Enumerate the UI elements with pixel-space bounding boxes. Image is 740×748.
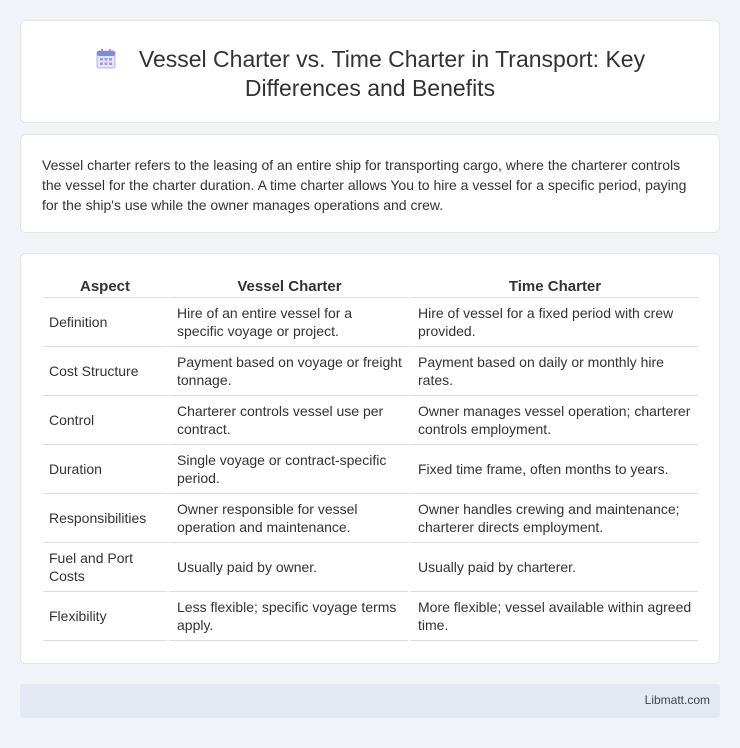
row-vessel-charter: Hire of an entire vessel for a specific voyage or project. — [167, 298, 408, 347]
header-aspect: Aspect — [43, 276, 167, 298]
row-time-charter: Fixed time frame, often months to years. — [408, 445, 698, 494]
row-aspect: Duration — [43, 445, 167, 494]
header-time-charter: Time Charter — [408, 276, 698, 298]
row-vessel-charter: Owner responsible for vessel operation and maintenance. — [167, 494, 408, 543]
comparison-table — [43, 276, 698, 641]
table-header-row — [43, 276, 698, 298]
row-aspect: Control — [43, 396, 167, 445]
row-time-charter: Owner manages vessel operation; charterer controls employment. — [408, 396, 698, 445]
row-aspect: Cost Structure — [43, 347, 167, 396]
intro-card — [20, 134, 720, 233]
row-time-charter: Payment based on daily or monthly hire rates. — [408, 347, 698, 396]
table-row — [43, 592, 698, 641]
row-time-charter: More flexible; vessel available within agreed time. — [408, 592, 698, 641]
row-time-charter: Owner handles crewing and maintenance; charterer directs employment. — [408, 494, 698, 543]
row-aspect: Flexibility — [43, 592, 167, 641]
table-row — [43, 347, 698, 396]
row-aspect: Fuel and Port Costs — [43, 543, 167, 592]
comparison-card — [20, 253, 720, 664]
row-vessel-charter: Payment based on voyage or freight tonnage. — [167, 347, 408, 396]
footer-bar — [20, 684, 720, 718]
row-vessel-charter: Usually paid by owner. — [167, 543, 408, 592]
row-vessel-charter: Single voyage or contract-specific period. — [167, 445, 408, 494]
row-aspect: Responsibilities — [43, 494, 167, 543]
row-time-charter: Hire of vessel for a fixed period with crew provided. — [408, 298, 698, 347]
table-row — [43, 298, 698, 347]
calendar-icon — [95, 48, 117, 70]
intro-paragraph: Vessel charter refers to the leasing of an entire ship for transporting cargo, where the charterer controls the vessel for the charter duration. A time charter allows You to hire a vessel for a specific period, paying for the ship's use while the owner manages operations and crew. — [42, 157, 687, 213]
table-row — [43, 445, 698, 494]
row-vessel-charter: Less flexible; specific voyage terms apply. — [167, 592, 408, 641]
header-vessel-charter: Vessel Charter — [167, 276, 408, 298]
table-row — [43, 396, 698, 445]
title-card — [20, 20, 720, 123]
table-row — [43, 494, 698, 543]
row-aspect: Definition — [43, 298, 167, 347]
row-vessel-charter: Charterer controls vessel use per contract. — [167, 396, 408, 445]
table-row — [43, 543, 698, 592]
row-time-charter: Usually paid by charterer. — [408, 543, 698, 592]
footer-brand-link[interactable]: Libmatt.com — [644, 693, 710, 707]
page-title-container — [21, 45, 719, 103]
page-title: Vessel Charter vs. Time Charter in Transport: Key Differences and Benefits — [138, 46, 646, 101]
